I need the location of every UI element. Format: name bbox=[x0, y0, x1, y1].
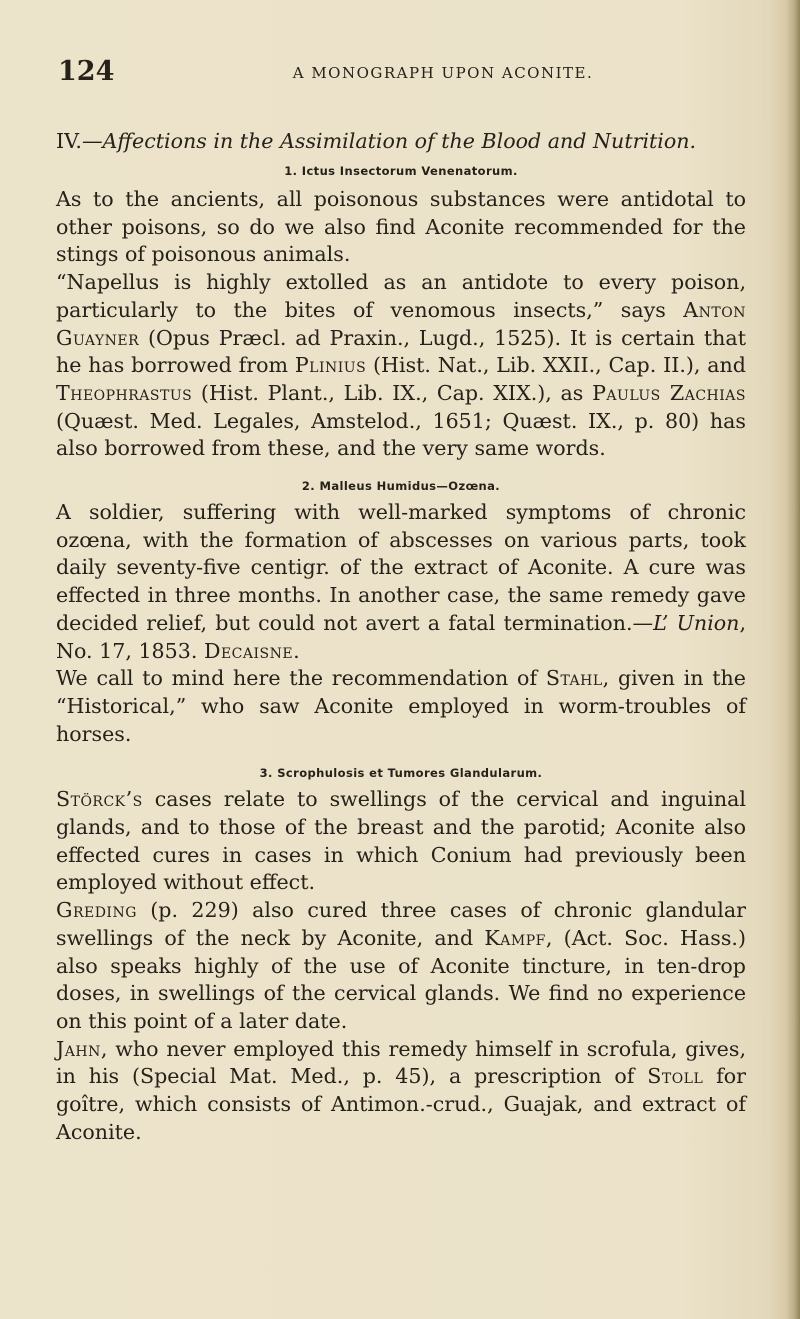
author-name: Plinius bbox=[294, 353, 367, 378]
page-body bbox=[56, 128, 746, 1147]
author-name: Greding bbox=[56, 898, 137, 923]
paragraph: We call to mind here the recommendation of Stahl, given in the “Historical,” who saw Aconite employed in worm-troubles of horses. bbox=[56, 666, 746, 746]
author-name: Kampf bbox=[484, 925, 546, 950]
journal-title: L’ Union bbox=[653, 610, 740, 635]
paragraph: Greding (p. 229) also cured three cases of chronic glandular swellings of the neck by Aconite, and Kampf, (Act. Soc. Hass.) also speaks highly of the use of Aconite tincture, in ten-drop doses, in swellings of the cervical glands. We find no experience on this point of a later date. bbox=[56, 898, 746, 1033]
subsection-heading: 2. Malleus Humidus—Ozœna. bbox=[301, 479, 501, 494]
author-name: Störck’s bbox=[56, 787, 143, 812]
section-number: IV. bbox=[56, 129, 82, 153]
running-title: A MONOGRAPH UPON ACONITE. bbox=[292, 64, 594, 82]
paragraph: Störck’s cases relate to swellings of the cervical and inguinal glands, and to those of the breast and the parotid; Aconite also effected cures in cases in which Conium had previously been employed without effect. bbox=[56, 787, 746, 895]
author-name: Anton Guayner bbox=[56, 297, 746, 350]
author-name: Theophrastus bbox=[56, 380, 193, 405]
subsection-heading: 3. Scrophulosis et Tumores Glandularum. bbox=[259, 766, 543, 781]
author-name: Jahn bbox=[56, 1036, 101, 1061]
section-heading bbox=[56, 128, 746, 155]
page-edge-shadow bbox=[786, 0, 800, 1319]
author-name: Decaisne. bbox=[203, 638, 301, 663]
paragraph: As to the ancients, all poisonous substances were antidotal to other poisons, so do we also find Aconite recommended for the stings of poisonous animals. bbox=[56, 187, 746, 267]
author-name: Stoll bbox=[647, 1064, 704, 1089]
running-head bbox=[58, 58, 758, 90]
section-title: —Affections in the Assimilation of the Blood and Nutrition. bbox=[81, 129, 697, 153]
subsection-heading: 1. Ictus Insectorum Venenatorum. bbox=[284, 164, 518, 178]
paragraph: A soldier, suffering with well-marked symptoms of chronic ozœna, with the formation of abscesses on various parts, took daily seventy-five centigr. of the extract of Aconite. A cure was effected in three months. In another case, the same remedy gave decided relief, but could not avert a fatal termination.—L’ Union, No. 17, 1853. Decaisne. bbox=[56, 500, 746, 663]
author-name: Paulus Zachias bbox=[592, 380, 746, 405]
paragraph: “Napellus is highly extolled as an antidote to every poison, particularly to the bites of venomous insects,” says Anton Guayner (Opus Præcl. ad Praxin., Lugd., 1525). It is certain that he has borrowed from Plinius (Hist. Nat., Lib. XXII., Cap. II.), and Theophrastus (Hist. Plant., Lib. IX., Cap. XIX.), as Paulus Zachias (Quæst. Med. Legales, Amstelod., 1651; Quæst. IX., p. 80) has also borrowed from these, and the very same words. bbox=[56, 270, 746, 461]
author-name: Stahl bbox=[545, 666, 603, 691]
page-number: 124 bbox=[58, 56, 115, 87]
paragraph: Jahn, who never employed this remedy himself in scrofula, gives, in his (Special Mat. Med., p. 45), a prescription of Stoll for goître, which consists of Antimon.-crud., Guajak, and extract of Aconite. bbox=[56, 1036, 746, 1144]
